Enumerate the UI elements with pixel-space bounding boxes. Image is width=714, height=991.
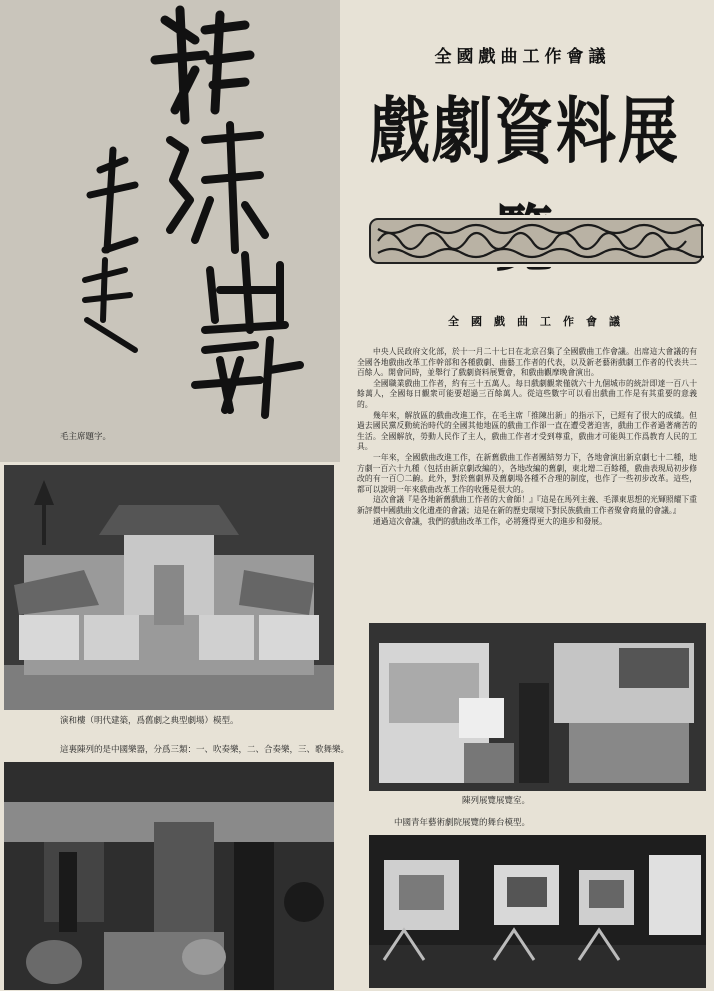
- exhibit-hall-image: [369, 623, 706, 791]
- stage-designs-image: [369, 835, 706, 988]
- calligraphy-caption: 毛主席題字。: [60, 432, 112, 442]
- calligraphy-image: [45, 0, 305, 420]
- section-title: 全國戲曲工作會議: [448, 315, 632, 328]
- header-kicker: 全國戲曲工作會議: [434, 47, 611, 67]
- instruments-photo: [4, 762, 334, 990]
- article-paragraph: 中央人民政府文化部，於十一月二十七日在北京召集了全國戲曲工作會議。出席這大會議的有全國各地戲曲改革工作幹部和各種戲劇、曲藝工作者的代表，以及新老藝術戲劇工作者的代表共二百餘人。開會同時，並舉行了戲劇資料展覽會，和戲曲觀摩晚會演出。: [357, 347, 697, 378]
- article-paragraph: 全國職業戲曲工作者，約有三十五萬人。每日戲劇觀衆僅就六十九個城市的統計即達一百八十餘萬人，全國每日觀衆可能要超過三百餘萬人。從這些數字可以看出戲曲工作是有其重要的意義的。: [357, 378, 697, 409]
- cloud-ornament-band: [368, 215, 704, 267]
- calligraphy-panel: [0, 0, 340, 462]
- article-paragraph: 這次會議『是各地新舊戲曲工作者的大會師！』『這是在馬列主義、毛澤東思想的光輝照耀下重新評價中國戲曲文化遺產的會議；這是在新的歷史環境下對民族戲曲工作者聚會商量的會議。』: [357, 495, 697, 515]
- article-paragraph: 幾年來，解放區的戲曲改進工作，在毛主席「推陳出新」的指示下，已經有了很大的成績。但過去國民黨反動統治時代的全國其他地區的戲曲工作卻一直在遭受著迫害，戲曲工作者過著痛苦的生活。全國解放，勞動人民作了主人，戲曲工作者才受到尊重，戲曲才可能與工作爲教育人民的工具。: [357, 410, 697, 452]
- theatre-model-image: [4, 465, 334, 710]
- article-body: [357, 347, 697, 527]
- page-title: 戲劇資料展: [370, 90, 680, 174]
- exhibit-hall-photo: [369, 623, 706, 791]
- exhibit-hall-caption: 陳列展覽展覽室。: [462, 796, 531, 806]
- instruments-image: [4, 762, 334, 990]
- stage-designs-caption: 中國青年藝術劇院展覽的舞台模型。: [394, 818, 531, 828]
- theatre-model-caption: 演和樓（明代建築，爲舊劇之典型劇場）模型。: [60, 716, 239, 726]
- stage-designs-photo: [369, 835, 706, 988]
- article-paragraph: 通過這次會議，我們的戲曲改革工作，必將獲得更大的進步和發展。: [373, 516, 607, 526]
- theatre-model-photo: [4, 465, 334, 710]
- instruments-caption: 這裏陳列的是中國樂器，分爲三類：一、吹奏樂，二、合奏樂，三、歌舞樂。: [60, 745, 350, 755]
- article-paragraph: 一年來，全國戲曲改進工作，在新舊戲曲工作者團結努力下，各地會演出新京劇七十二種，地方劇一百六十九種（包括由新京劇改編的），各地改編的舊劇，東北增二百餘種，戲曲表現局初步修改的有一百〇二齣。此外，對於舊劇界及舊劇場各種不合理的制度，也作了一些初步改革。這些，都可以說明一年來戲曲改革工作的收獲是很大的。: [357, 452, 697, 494]
